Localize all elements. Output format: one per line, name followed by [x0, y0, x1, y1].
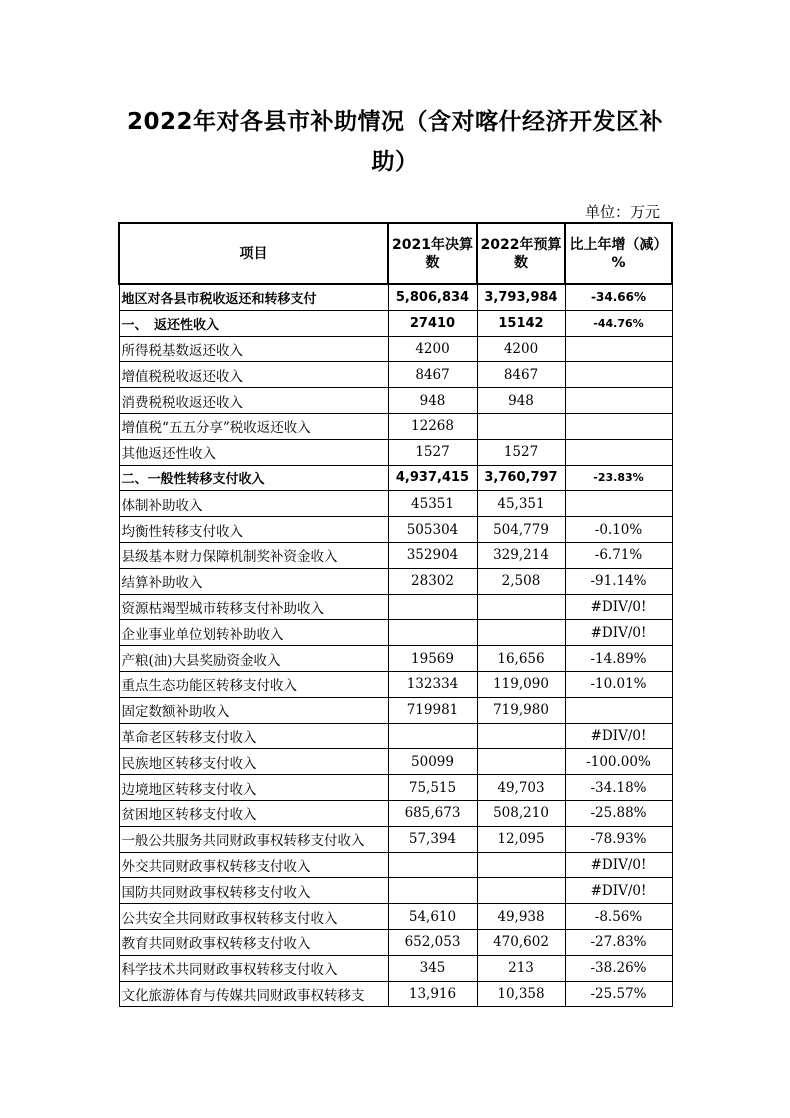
row-change-cell: -34.18% — [565, 775, 672, 801]
table-body — [119, 284, 672, 1007]
table-row — [119, 800, 672, 826]
header-change: 比上年增（减）% — [565, 223, 672, 284]
table-row — [119, 749, 672, 775]
table-row — [119, 517, 672, 543]
row-item-cell: 贫困地区转移支付收入 — [119, 800, 388, 826]
row-2022-cell: 3,793,984 — [477, 284, 565, 310]
row-change-cell: -25.88% — [565, 800, 672, 826]
row-2021-cell — [388, 594, 477, 620]
row-2022-cell: 16,656 — [477, 646, 565, 672]
row-change-cell: -8.56% — [565, 904, 672, 930]
row-item-cell: 重点生态功能区转移支付收入 — [119, 671, 388, 697]
table-row — [119, 336, 672, 362]
row-item-cell: 其他返还性收入 — [119, 439, 388, 465]
row-2021-cell: 132334 — [388, 671, 477, 697]
row-2021-cell: 652,053 — [388, 929, 477, 955]
row-item-cell: 增值税“五五分享”税收返还收入 — [119, 413, 388, 439]
table-row — [119, 594, 672, 620]
row-change-cell — [565, 697, 672, 723]
row-2021-cell: 19569 — [388, 646, 477, 672]
row-2022-cell — [477, 749, 565, 775]
row-2021-cell: 685,673 — [388, 800, 477, 826]
row-change-cell: -14.89% — [565, 646, 672, 672]
unit-label: 单位：万元 — [584, 203, 660, 221]
table-row — [119, 388, 672, 414]
table-row — [119, 439, 672, 465]
table-row — [119, 284, 672, 310]
header-2022: 2022年预算数 — [477, 223, 565, 284]
row-2021-cell: 352904 — [388, 542, 477, 568]
row-2021-cell — [388, 620, 477, 646]
row-2022-cell: 4200 — [477, 336, 565, 362]
table-header-row — [119, 223, 672, 284]
row-item-cell: 消费税税收返还收入 — [119, 388, 388, 414]
row-2022-cell: 329,214 — [477, 542, 565, 568]
table-row — [119, 620, 672, 646]
row-change-cell: -6.71% — [565, 542, 672, 568]
row-2022-cell — [477, 723, 565, 749]
row-change-cell: #DIV/0! — [565, 878, 672, 904]
table-row — [119, 491, 672, 517]
row-2022-cell: 504,779 — [477, 517, 565, 543]
row-2021-cell: 54,610 — [388, 904, 477, 930]
table-row — [119, 465, 672, 491]
row-2022-cell: 49,938 — [477, 904, 565, 930]
row-item-cell: 边境地区转移支付收入 — [119, 775, 388, 801]
row-2021-cell — [388, 723, 477, 749]
table-row — [119, 981, 672, 1007]
row-2021-cell: 1527 — [388, 439, 477, 465]
row-change-cell: -0.10% — [565, 517, 672, 543]
table-row — [119, 775, 672, 801]
row-item-cell: 一、 返还性收入 — [119, 310, 388, 336]
table-row — [119, 646, 672, 672]
row-2021-cell: 45351 — [388, 491, 477, 517]
row-2021-cell — [388, 852, 477, 878]
row-change-cell: #DIV/0! — [565, 594, 672, 620]
row-change-cell: -44.76% — [565, 310, 672, 336]
header-item: 项目 — [119, 223, 388, 284]
row-2021-cell: 28302 — [388, 568, 477, 594]
row-2022-cell: 213 — [477, 955, 565, 981]
row-2021-cell: 75,515 — [388, 775, 477, 801]
row-change-cell: -27.83% — [565, 929, 672, 955]
row-2022-cell: 719,980 — [477, 697, 565, 723]
table-row — [119, 697, 672, 723]
table-row — [119, 310, 672, 336]
header-2021: 2021年决算数 — [388, 223, 477, 284]
row-change-cell: -34.66% — [565, 284, 672, 310]
row-2022-cell: 12,095 — [477, 826, 565, 852]
row-change-cell: #DIV/0! — [565, 723, 672, 749]
table-row — [119, 878, 672, 904]
row-item-cell: 国防共同财政事权转移支付收入 — [119, 878, 388, 904]
row-2021-cell: 27410 — [388, 310, 477, 336]
row-2021-cell: 345 — [388, 955, 477, 981]
row-change-cell: -23.83% — [565, 465, 672, 491]
row-change-cell: -38.26% — [565, 955, 672, 981]
row-item-cell: 固定数额补助收入 — [119, 697, 388, 723]
table-row — [119, 826, 672, 852]
row-2022-cell: 1527 — [477, 439, 565, 465]
row-2021-cell: 57,394 — [388, 826, 477, 852]
row-2021-cell: 505304 — [388, 517, 477, 543]
table-row — [119, 904, 672, 930]
row-2022-cell: 3,760,797 — [477, 465, 565, 491]
row-2022-cell: 2,508 — [477, 568, 565, 594]
row-2022-cell: 119,090 — [477, 671, 565, 697]
row-change-cell: -91.14% — [565, 568, 672, 594]
row-change-cell — [565, 388, 672, 414]
row-2021-cell: 719981 — [388, 697, 477, 723]
row-change-cell — [565, 336, 672, 362]
row-item-cell: 一般公共服务共同财政事权转移支付收入 — [119, 826, 388, 852]
row-2021-cell: 4,937,415 — [388, 465, 477, 491]
row-item-cell: 资源枯竭型城市转移支付补助收入 — [119, 594, 388, 620]
table-row — [119, 542, 672, 568]
row-item-cell: 企业事业单位划转补助收入 — [119, 620, 388, 646]
row-item-cell: 公共安全共同财政事权转移支付收入 — [119, 904, 388, 930]
row-item-cell: 产粮(油)大县奖励资金收入 — [119, 646, 388, 672]
row-2022-cell: 470,602 — [477, 929, 565, 955]
row-change-cell: -10.01% — [565, 671, 672, 697]
row-change-cell: -25.57% — [565, 981, 672, 1007]
row-2022-cell — [477, 413, 565, 439]
row-2022-cell: 45,351 — [477, 491, 565, 517]
row-item-cell: 教育共同财政事权转移支付收入 — [119, 929, 388, 955]
row-2021-cell: 8467 — [388, 362, 477, 388]
row-change-cell: -78.93% — [565, 826, 672, 852]
row-2022-cell: 948 — [477, 388, 565, 414]
row-item-cell: 二、一般性转移支付收入 — [119, 465, 388, 491]
table-row — [119, 413, 672, 439]
row-2022-cell: 10,358 — [477, 981, 565, 1007]
row-2022-cell: 8467 — [477, 362, 565, 388]
page-title: 2022年对各县市补助情况（含对喀什经济开发区补助） — [126, 109, 663, 175]
row-change-cell — [565, 362, 672, 388]
row-item-cell: 外交共同财政事权转移支付收入 — [119, 852, 388, 878]
row-item-cell: 科学技术共同财政事权转移支付收入 — [119, 955, 388, 981]
table-row — [119, 362, 672, 388]
row-item-cell: 民族地区转移支付收入 — [119, 749, 388, 775]
row-2022-cell — [477, 594, 565, 620]
row-item-cell: 均衡性转移支付收入 — [119, 517, 388, 543]
row-change-cell — [565, 439, 672, 465]
row-2021-cell: 50099 — [388, 749, 477, 775]
row-item-cell: 结算补助收入 — [119, 568, 388, 594]
table-row — [119, 955, 672, 981]
row-change-cell — [565, 413, 672, 439]
row-item-cell: 体制补助收入 — [119, 491, 388, 517]
row-2021-cell: 12268 — [388, 413, 477, 439]
row-item-cell: 所得税基数返还收入 — [119, 336, 388, 362]
table-row — [119, 929, 672, 955]
row-2022-cell — [477, 620, 565, 646]
row-item-cell: 县级基本财力保障机制奖补资金收入 — [119, 542, 388, 568]
row-item-cell: 增值税税收返还收入 — [119, 362, 388, 388]
row-2021-cell — [388, 878, 477, 904]
table-row — [119, 852, 672, 878]
row-item-cell: 地区对各县市税收返还和转移支付 — [119, 284, 388, 310]
row-2022-cell: 49,703 — [477, 775, 565, 801]
row-2022-cell: 508,210 — [477, 800, 565, 826]
row-item-cell: 革命老区转移支付收入 — [119, 723, 388, 749]
row-change-cell: -100.00% — [565, 749, 672, 775]
subsidy-table — [118, 222, 673, 1007]
row-2022-cell — [477, 878, 565, 904]
table-row — [119, 568, 672, 594]
row-change-cell — [565, 491, 672, 517]
row-2022-cell: 15142 — [477, 310, 565, 336]
row-2022-cell — [477, 852, 565, 878]
table-row — [119, 723, 672, 749]
row-2021-cell: 5,806,834 — [388, 284, 477, 310]
row-2021-cell: 13,916 — [388, 981, 477, 1007]
table-row — [119, 671, 672, 697]
row-item-cell: 文化旅游体育与传媒共同财政事权转移支 — [119, 981, 388, 1007]
row-2021-cell: 4200 — [388, 336, 477, 362]
row-change-cell: #DIV/0! — [565, 852, 672, 878]
row-2021-cell: 948 — [388, 388, 477, 414]
row-change-cell: #DIV/0! — [565, 620, 672, 646]
